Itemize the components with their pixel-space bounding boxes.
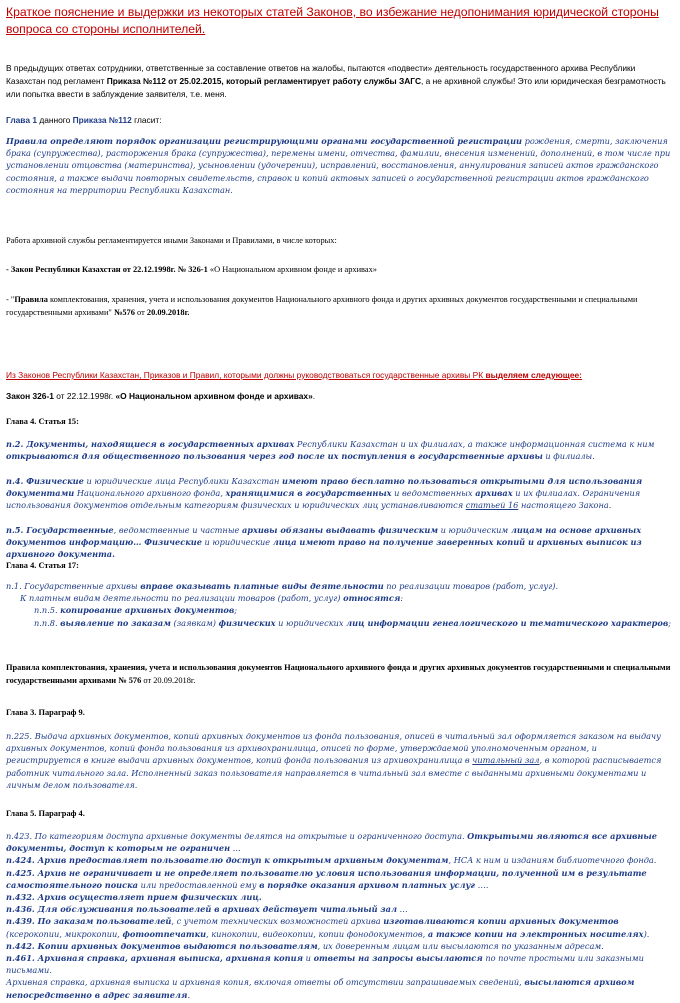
p2-lead: п.2. Документы, находящиеся в государственных архивах	[6, 439, 295, 449]
i425-bold2: в порядке оказания архивом платных услуг	[259, 879, 476, 890]
a17-pp8-bold: выявление по заказам	[60, 617, 171, 628]
intro-paragraph	[6, 62, 672, 102]
a17-pp5-semi: ;	[234, 605, 238, 616]
p4-tail: настоящего Закона.	[518, 500, 612, 511]
law1-name: «О Национальном архивном фонде и архивах»	[207, 265, 377, 274]
law-326-line	[6, 263, 672, 276]
item-423	[6, 830, 672, 854]
law-ref-dot: .	[312, 391, 316, 401]
a17-pp8-num: п.п.8.	[34, 617, 61, 628]
chapter3-paragraph9: Глава 3. Параграф 9.	[6, 708, 85, 717]
item-424	[6, 854, 672, 866]
p4-bold2: хранящимися в государственных	[225, 488, 392, 499]
i439-bold: п.439. По заказам пользователей	[6, 916, 172, 927]
article15-p4	[6, 475, 672, 512]
paragraph4-items	[6, 830, 672, 1001]
i439-bold3: фотоотпечатки	[122, 928, 207, 939]
i423-text: п.423. По категориям доступа архивные документы делятся на открытые и ограниченного доступа.	[6, 831, 468, 841]
a17-pp8-bold3: лиц информации генеалогического и тематического характеров	[346, 617, 669, 628]
p2-bold: открываются для общественного пользования через год после их поступления в государственные архивы	[6, 451, 543, 462]
i436-ellipsis: …	[396, 904, 408, 915]
p225-reading-room: читальный зал	[472, 755, 540, 766]
item-439	[6, 915, 672, 939]
rules1-dash: - "	[6, 295, 15, 304]
item-442	[6, 940, 672, 952]
p5-text: , ведомственные и частные	[113, 525, 242, 535]
chapter5-paragraph4: Глава 5. Параграф 4.	[6, 809, 85, 818]
p5-bold: архивы обязаны выдавать физическим	[241, 525, 439, 535]
item-436	[6, 903, 672, 915]
p2-tail: и филиалы.	[542, 451, 595, 462]
chapter1-label: Глава 1	[6, 115, 37, 125]
chapter4-article15: Глава 4. Статья 15:	[6, 417, 79, 426]
p5-text3: и юридические	[201, 537, 273, 548]
item-225	[6, 730, 672, 791]
page-title: Краткое пояснение и выдержки из некоторых статей Законов, во избежание недопонимания юридической стороны вопроса со стороны исполнителей.	[6, 5, 659, 36]
article15-p5	[6, 524, 672, 561]
laws-section-header	[6, 369, 672, 382]
i423-ellipsis: …	[230, 843, 241, 854]
p2-text: Республики Казахстан и их филиалах, а также информационная система к ним	[294, 439, 655, 449]
article17-p1	[6, 580, 672, 592]
a17-pp8-text: (заявкам)	[170, 617, 219, 628]
p5-lead: п.5. Государственные	[6, 525, 114, 535]
i442-text: , их доверенным лицам или высылаются по указанным адресам.	[317, 940, 604, 951]
i461-text2: Архивная справка, архивная выписка и архивная копия, включая ответы об отсутствии запрашиваемых сведений,	[6, 977, 525, 988]
i439-bold2: изготавливаются копии архивных документов	[383, 916, 619, 927]
chapter4-article17: Глава 4. Статья 17:	[6, 561, 79, 570]
i461-dot: .	[187, 989, 191, 1000]
article17-pp8	[6, 617, 672, 629]
rules1-from: от	[134, 308, 147, 318]
rules-576-title	[6, 661, 672, 687]
p5-bold3: лица имеют право на получение заверенных копий и архивных выписок из архивного документа.	[6, 537, 642, 560]
i439-text3: , кинокопии, видеокопии, копии фонодокументов,	[206, 928, 428, 939]
law1-number: № 326-1	[177, 265, 208, 274]
rules1-date: 20.09.2018г.	[146, 308, 190, 318]
rules-title-date: от 20.09.2018г.	[141, 676, 196, 686]
rules1-word: Правила	[14, 295, 48, 304]
i439-text: , с учетом технических возможностей архива	[171, 916, 384, 927]
a17-pp5-bold: копирование архивных документов	[60, 605, 235, 616]
rules1-number: №576	[113, 308, 135, 318]
a17-p1-tail: по реализации товаров (работ, услуг).	[383, 581, 559, 591]
article17-block	[6, 580, 672, 629]
item-461	[6, 952, 672, 976]
item-425	[6, 867, 672, 891]
intro-text: В предыдущих ответах сотрудники, ответственные за составление ответов на жалобы, пытаются «подвести» деятельность государственного архива Республики Казахстан под регламент	[6, 63, 636, 87]
item-461-cont	[6, 976, 672, 1000]
archive-work-line: Работа архивной службы регламентируется иными Законами и Правилами, в числе которых:	[6, 236, 337, 245]
p5-bold2: лицам на основе архивных документов информацию… Физические	[6, 525, 642, 548]
a17-colon: :	[400, 593, 404, 604]
a17-p1-text: п.1. Государственные архивы	[6, 581, 141, 591]
article15-p2	[6, 438, 672, 462]
i436-bold: п.436. Для обслуживания пользователей в архивах действует читальный зал	[6, 904, 397, 915]
i432-bold: п.432. Архив осуществляет прием физических лиц.	[6, 892, 262, 903]
i461-bold: п.461. Архивная справка, архивная выписка, архивная копия	[6, 953, 304, 964]
p5-text2: и юридическим	[438, 525, 511, 535]
p4-bold: имеют право бесплатно пользоваться открытыми для использования документами	[6, 476, 643, 499]
item-432	[6, 891, 672, 903]
i423-bold: Открытыми являются все архивные документы, доступ к которым не ограничен	[6, 831, 657, 854]
p4-text2: Национального архивного фонда,	[74, 488, 226, 499]
p4-text: и юридические лица Республики Казахстан	[83, 476, 282, 486]
a17-paid-text: К платным видам деятельности по реализации товаров (работ, услуг)	[20, 593, 344, 604]
a17-paid-bold: относятся	[343, 593, 401, 604]
a17-pp8-semi: ;	[668, 617, 671, 628]
a17-pp8-text2: и юридических	[275, 617, 347, 628]
law-ref-number: Закон 326-1	[6, 391, 54, 401]
quote-order-112	[6, 135, 672, 196]
i425-bold: п.425. Архив не ограничивает и не определяет пользователю условия использования информации, полученной им в результате самостоятельного поиска	[6, 867, 647, 890]
i424-bold: п.424. Архив предоставляет пользователю доступ к открытым архивным документам	[6, 855, 449, 866]
p4-lead: п.4. Физические	[6, 476, 84, 486]
a17-p1-bold: вправе оказывать платные виды деятельности	[140, 581, 384, 591]
a17-pp8-bold2: физических	[218, 617, 276, 628]
i439-bold4: а также копии на электронных носителях	[427, 928, 644, 939]
i439-text2: (ксерокопии, микрокопии,	[6, 928, 123, 939]
intro-order-ref: Приказа №112 от 25.02.2015, который регламентирует работу службы ЗАГС	[106, 76, 421, 87]
quote1-bold: Правила определяют порядок организации регистрирующими органами государственной регистрации	[6, 136, 522, 146]
p4-article-link[interactable]: статьей 16	[465, 500, 519, 511]
i425-text: или предоставленной ему	[137, 879, 260, 890]
law-ref-name: «О Национальном архивном фонде и архивах»	[115, 391, 313, 401]
laws-header-bold: выделяем следующее:	[485, 370, 582, 380]
intro-text-end: , а не архивной службы! Это или юридическая безграмотность или попытка ввести в заблуждение заявителя, т.е. меня.	[6, 76, 666, 100]
i439-close: ).	[643, 928, 650, 939]
p4-bold3: архивах	[475, 488, 513, 499]
law1-date: от 22.12.1998г.	[120, 265, 178, 274]
chapter1-text: данного	[37, 115, 73, 125]
p225-text: п.225. Выдача архивных документов, копий архивных документов из фонда пользования, описей в читальный зал оформляется заказом на выдачу архивных документов, копий фонда пользования из архивохранилища, описей по форме, утверждаемой уполномоченным органом, и регистрируется в книге выдачи архивных документов, копий фонда пользования из архивохранилища в	[6, 731, 661, 766]
i461-and: и	[303, 953, 314, 964]
rules-title-bold: Правила комплектования, хранения, учета и использования документов Национального архивного фонда и других архивных документов государственными и специальными государственными архивами № 576	[6, 663, 671, 686]
chapter1-line	[6, 114, 672, 127]
i461-text: по почте простыми или заказными письмами.	[6, 953, 644, 976]
quote1-text: рождения, смерти, заключения брака (супружества), расторжения брака (супружества), перемены имени, отчества, фамилии, внесения изменений, дополнений, в том числе при установлении отцовства (материнства), усыновлении (удочерении), исправлений, восстановления, аннулирования записей актов гражданского состояния, а также выдачи повторных свидетельств, справок и копий актовых записей о государственной регистрации актов гражданского состояния на территории Республики Казахстан.	[6, 136, 671, 195]
law-ref-date: от 22.12.1998г.	[53, 391, 116, 401]
law-reference	[6, 390, 672, 403]
p225-tail: , в которой расписывается работник читального зала. Исполненный заказ пользователя направляется в читальный зал вместе с выданными архивными документами и личным делом пользователя.	[6, 755, 662, 790]
p4-text3: и ведомственных	[391, 488, 476, 499]
i424-text: , НСА к ним и изданиям библиотечного фонда.	[448, 855, 657, 866]
a17-pp5-num: п.п.5.	[34, 605, 61, 616]
i461-bold3: высылаются архивом непосредственно в адрес заявителя	[6, 977, 635, 1000]
i442-bold: п.442. Копии архивных документов выдаются пользователям	[6, 940, 318, 951]
laws-header-text: Из Законов Республики Казахстан, Приказов и Правил, которыми должны руководствоваться государственные архивы РК	[6, 370, 486, 380]
rules1-text: комплектования, хранения, учета и использования документов Национального архивного фонда и других архивных документов государственными и специальными государственными архивами"	[6, 295, 638, 318]
law1-title: - Закон Республики Казахстан	[6, 265, 121, 274]
i425-ellipsis: ….	[475, 879, 489, 890]
i461-bold2: ответы на запросы высылаются	[313, 953, 483, 964]
rules-576-line	[6, 293, 672, 319]
p4-text4: и их филиалах. Ограничения использования документов отдельным категориям физических и юридических лиц устанавливаются	[6, 488, 641, 511]
article17-paid-types	[6, 592, 672, 604]
article17-pp5	[6, 604, 672, 616]
chapter1-tail: гласит:	[131, 115, 162, 125]
chapter1-order: Приказа №112	[72, 115, 132, 125]
